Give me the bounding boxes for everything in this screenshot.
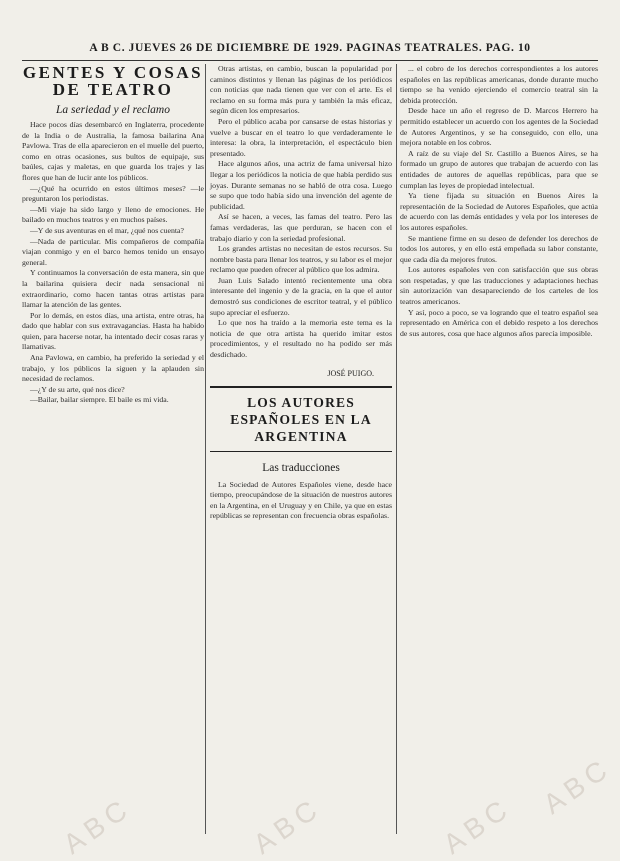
paragraph: Pero el público acaba por cansarse de estas historias y vuelve a buscar en el teatro lo que verdaderamente le interesa: la obra, la interpretación, el espectáculo bien presentado. bbox=[210, 116, 392, 158]
section-subhead: Las traducciones bbox=[262, 461, 340, 474]
paragraph: —Mi viaje ha sido largo y lleno de emociones. He bailado en muchos teatros y en muchos países. bbox=[22, 204, 204, 225]
paragraph: Se mantiene firme en su deseo de defender los derechos de todos los autores, y en ello está empeñada su labor constante, que cada día da mejores frutos. bbox=[400, 233, 598, 264]
header-rule bbox=[22, 60, 598, 61]
article-body-continued bbox=[210, 64, 392, 361]
paragraph: Y así, poco a poco, se va logrando que el teatro español sea representado en América con el debido respeto a los derechos de sus autores, cosa que hace algunos años parecía imposible. bbox=[400, 307, 598, 338]
section-headline: LOS AUTORES ESPAÑOLES EN LA ARGENTINA bbox=[230, 394, 372, 444]
paragraph: La Sociedad de Autores Españoles viene, desde hace tiempo, preocupándose de la situación de nuestros autores en la Argentina, en el Uruguay y en Chile, ya que en estas repúblicas se representan con frecuencia obras españolas. bbox=[210, 479, 392, 521]
paragraph: Ya tiene fijada su situación en Buenos Aires la representación de la Sociedad de Autores Españoles, que actúa de acuerdo con las demás entidades y vela por los intereses de los autores españoles. bbox=[400, 191, 598, 232]
running-head: A B C. JUEVES 26 DE DICIEMBRE DE 1929. PAGINAS TEATRALES. PAG. 10 bbox=[89, 42, 531, 54]
section-body bbox=[210, 480, 392, 522]
paragraph: Hace algunos años, una actriz de fama universal hizo llegar a los periódicos la noticia de que había perdido sus joyas. Durante semanas no se habló de otra cosa. Luego se supo que todo había sido una invención del agente de publicidad. bbox=[210, 159, 392, 211]
section-header-box bbox=[210, 386, 392, 452]
paragraph: Juan Luis Salado intentó recientemente una obra interesante del ingenio y de la gracia, en la que el autor demostró sus condiciones de escritor teatral, y el público supo apreciar el esfuerzo. bbox=[210, 275, 392, 317]
paragraph: Por lo demás, en estos días, una artista, entre otras, ha dado que hablar con sus extravagancias. Hasta ha habido quien, para hacerse notar, ha intentado decir cosas raras y llamativas. bbox=[22, 310, 204, 352]
paragraph: Los grandes artistas no necesitan de estos recursos. Su nombre basta para llenar los teatros, y su labor es el mejor reclamo que pueden ofrecer al público que los admira. bbox=[210, 244, 392, 275]
paragraph: Los autores españoles ven con satisfacción que sus obras son respetadas, y que las traducciones y adaptaciones hechas sin autorización van desapareciendo de los carteles de los teatros americanos. bbox=[400, 265, 598, 307]
paragraph: Otras artistas, en cambio, buscan la popularidad por caminos distintos y llenan las páginas de los periódicos con noticias que nada tienen que ver con el arte. Es el reclamo en su forma más pura y también la más eficaz, según dicen los empresarios. bbox=[210, 64, 392, 116]
article-headline: GENTES Y COSAS DE TEATRO bbox=[22, 63, 204, 99]
watermark: ABC bbox=[247, 791, 328, 860]
paragraph: —Y de sus aventuras en el mar, ¿qué nos cuenta? bbox=[30, 225, 184, 235]
paragraph: Hace pocos días desembarcó en Inglaterra, procedente de la India o de Australia, la famosa bailarina Ana Pavlowa. Tras de ella aparecieron en el muelle del puerto, como en otras ocasiones, sus bultos de equipaje, sus baúles, cajas y maletas, en que guarda los trajes y las flores que han de lucir ante los públicos. bbox=[22, 120, 204, 182]
paragraph: Así se hacen, a veces, las famas del teatro. Pero las famas verdaderas, las que perduran, se hacen con el trabajo diario y con la seriedad profesional. bbox=[210, 212, 392, 243]
paragraph: Ana Pavlowa, en cambio, ha preferido la seriedad y el trabajo, y los públicos la siguen y la aplauden sin necesidad de reclamos. bbox=[22, 353, 204, 384]
paragraph: —Bailar, bailar siempre. El baile es mi vida. bbox=[30, 395, 169, 405]
section-body-continued bbox=[400, 64, 598, 339]
article-body bbox=[22, 120, 204, 406]
watermark: ABC bbox=[437, 791, 518, 860]
paragraph: ... el cobro de los derechos correspondientes a los autores españoles en las repúblicas americanas, donde durante mucho tiempo se ha venido ejerciendo el comercio teatral sin la debida protección. bbox=[400, 64, 598, 105]
column-2 bbox=[210, 64, 392, 522]
watermark: ABC bbox=[537, 751, 618, 820]
column-1 bbox=[22, 64, 204, 406]
column-rule-1 bbox=[205, 64, 206, 834]
paragraph: Lo que nos ha traído a la memoria este tema es la noticia de que otra artista ha querido imitar estos procedimientos, y el resultado no ha podido ser más desdichado. bbox=[210, 318, 392, 360]
column-rule-2 bbox=[396, 64, 397, 834]
column-3 bbox=[400, 64, 598, 339]
paragraph: —¿Qué ha ocurrido en estos últimos meses? —le preguntaron los periodistas. bbox=[22, 183, 204, 204]
paragraph: A raíz de su viaje del Sr. Castillo a Buenos Aires, se ha formado un grupo de autores que trabajan de acuerdo con las entidades de autores de aquellas repúblicas, para que se cumplan las leyes de propiedad intelectual. bbox=[400, 148, 598, 190]
paragraph: Y continuamos la conversación de esta manera, sin que la bailarina quisiera decir nada sensacional ni extraordinario, como hacen tantas otras artistas para llamar la atención de las gentes. bbox=[22, 268, 204, 310]
paragraph: —Nada de particular. Mis compañeros de compañía viajan conmigo y en el barco hemos tenido un ensayo general. bbox=[22, 236, 204, 267]
author-signature: JOSÉ PUIGO. bbox=[327, 368, 374, 378]
paragraph: —¿Y de su arte, qué nos dice? bbox=[30, 384, 125, 394]
paragraph: Desde hace un año el regreso de D. Marcos Herrero ha permitido establecer un acuerdo con los agentes de la Sociedad de Autores Argentinos, y se ha conseguido, con ello, una mejora notable en los cobros. bbox=[400, 106, 598, 148]
article-subhead: La seriedad y el reclamo bbox=[56, 104, 170, 116]
watermark: ABC bbox=[57, 791, 138, 860]
